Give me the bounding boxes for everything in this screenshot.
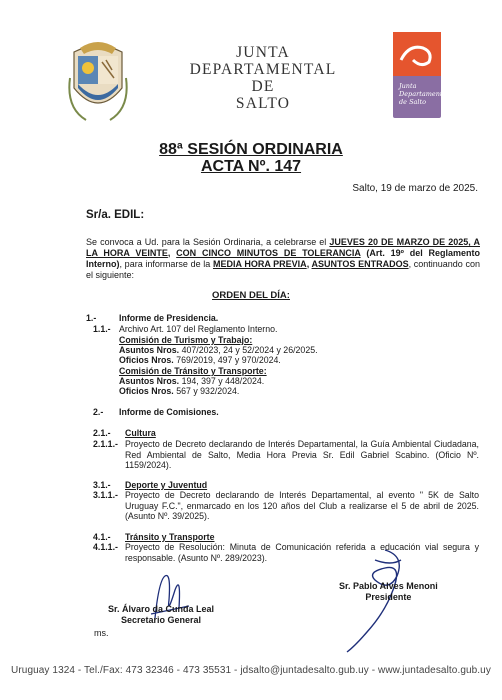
junta-logo	[393, 32, 449, 118]
item-3-1-1-number: 3.1.1.-	[93, 490, 118, 500]
commission-transit: Comisión de Tránsito y Transporte:	[119, 366, 267, 376]
transit-oficios-value: 567 y 932/2024.	[173, 386, 240, 396]
item-4-1-1-number: 4.1.1.-	[93, 542, 118, 552]
item-1-1-text: Archivo Art. 107 del Reglamento Interno.	[119, 324, 278, 334]
secretary-name: Sr. Álvaro da Cunda Leal	[108, 604, 215, 614]
organization-name	[178, 44, 348, 112]
transit-asuntos-label: Asuntos Nros.	[119, 376, 180, 386]
item-4-1-1-text: Proyecto de Resolución: Minuta de Comunicación referida a educación vial segura y responsable. (Asunto Nº. 289/2023).	[125, 542, 479, 563]
item-4-1-label: Tránsito y Transporte	[125, 532, 215, 542]
convocation-paragraph	[86, 237, 480, 281]
item-1-number: 1.-	[86, 313, 97, 323]
item-2-1-number: 2.1.-	[93, 428, 111, 438]
document-date: Salto, 19 de marzo de 2025.	[352, 183, 478, 194]
tourism-asuntos-label: Asuntos Nros.	[119, 345, 180, 355]
commission-tourism: Comisión de Turismo y Trabajo:	[119, 335, 253, 345]
transit-asuntos-value: 194, 397 y 448/2024.	[179, 376, 265, 386]
logo-line-3: de Salto	[399, 98, 427, 106]
intro-text-3: , continuando con el siguiente:	[86, 259, 481, 280]
transit-asuntos	[119, 376, 264, 387]
org-line-1: JUNTA	[236, 44, 290, 61]
intro-tolerance: CON CINCO MINUTOS DE TOLERANCIA	[176, 248, 361, 258]
intro-media-hora: MEDIA HORA PREVIA	[212, 259, 307, 269]
item-4-1-number: 4.1.-	[93, 532, 111, 542]
typist-initials: ms.	[94, 628, 109, 638]
tourism-oficios-value: 769/2019, 497 y 970/2024.	[173, 355, 281, 365]
departmental-crest-icon	[66, 38, 130, 122]
tourism-asuntos	[119, 345, 318, 356]
org-line-4: SALTO	[235, 95, 291, 112]
intro-asuntos: ASUNTOS ENTRADOS	[311, 259, 409, 269]
item-1-1-number: 1.1.-	[93, 324, 111, 334]
logo-swirl-icon	[399, 38, 435, 68]
intro-text-2: , para informarse de la	[119, 259, 213, 269]
transit-oficios	[119, 386, 239, 397]
salutation: Sr/a. EDIL:	[86, 209, 145, 221]
transit-oficios-label: Oficios Nros.	[119, 386, 174, 396]
tourism-oficios	[119, 355, 281, 366]
intro-comma: ,	[167, 248, 177, 258]
logo-line-2: Departamental	[399, 90, 449, 98]
president-signature-block	[339, 581, 438, 603]
intro-date-time: JUEVES 20 DE MARZO DE 2025, A LA HORA VEINTE	[86, 237, 480, 258]
intro-text-1: Se convoca a Ud. para la Sesión Ordinaria, a celebrarse el	[86, 237, 330, 247]
item-3-1-label: Deporte y Juventud	[125, 480, 208, 490]
president-name: Sr. Pablo Alves Menoni	[339, 581, 438, 591]
item-2-1-label: Cultura	[125, 428, 156, 438]
tourism-asuntos-value: 407/2023, 24 y 52/2024 y 26/2025.	[179, 345, 318, 355]
intro-comma-2: ,	[306, 259, 312, 269]
item-2-label: Informe de Comisiones.	[119, 407, 219, 417]
secretary-role: Secretario General	[120, 615, 202, 625]
item-2-1-1-number: 2.1.1.-	[93, 439, 118, 449]
org-line-3: DE	[251, 78, 275, 95]
tourism-oficios-label: Oficios Nros.	[119, 355, 174, 365]
agenda-title: ORDEN DEL DÍA:	[212, 290, 290, 301]
item-2-1-1-text: Proyecto de Decreto declarando de Interés Departamental, la Guía Ambiental Ciudadana, Red Ambiental de Salto, Media Hora Previa Sr. Edil Gabriel Scabino. (Oficio Nº. 1159/2024).	[125, 439, 479, 470]
item-3-1-number: 3.1.-	[93, 480, 111, 490]
logo-line-1: Junta	[399, 82, 417, 90]
item-1-label: Informe de Presidencia.	[119, 313, 219, 323]
intro-article: (Art. 19º del Reglamento Interno)	[86, 248, 481, 269]
president-role: Presidente	[365, 592, 412, 602]
acta-number: ACTA Nº. 147	[200, 158, 302, 175]
session-title: 88ª SESIÓN ORDINARIA	[159, 141, 343, 158]
item-3-1-1-text: Proyecto de Decreto declarando de Interés Departamental, al evento " 5K de Salto Uruguay F.C.", enmarcado en los 120 años del Club a realizarse el 5 de abril de 2025. (Asunto Nº. 39/2025).	[125, 490, 479, 521]
secretary-signature-block	[108, 604, 214, 626]
item-2-number: 2.-	[93, 407, 104, 417]
org-line-2: DEPARTAMENTAL	[189, 61, 337, 78]
footer-contact: Uruguay 1324 - Tel./Fax: 473 32346 - 473 35531 - jdsalto@juntadesalto.gub.uy - www.juntadesalto.gub.uy	[11, 665, 491, 676]
logo-text	[399, 82, 449, 106]
